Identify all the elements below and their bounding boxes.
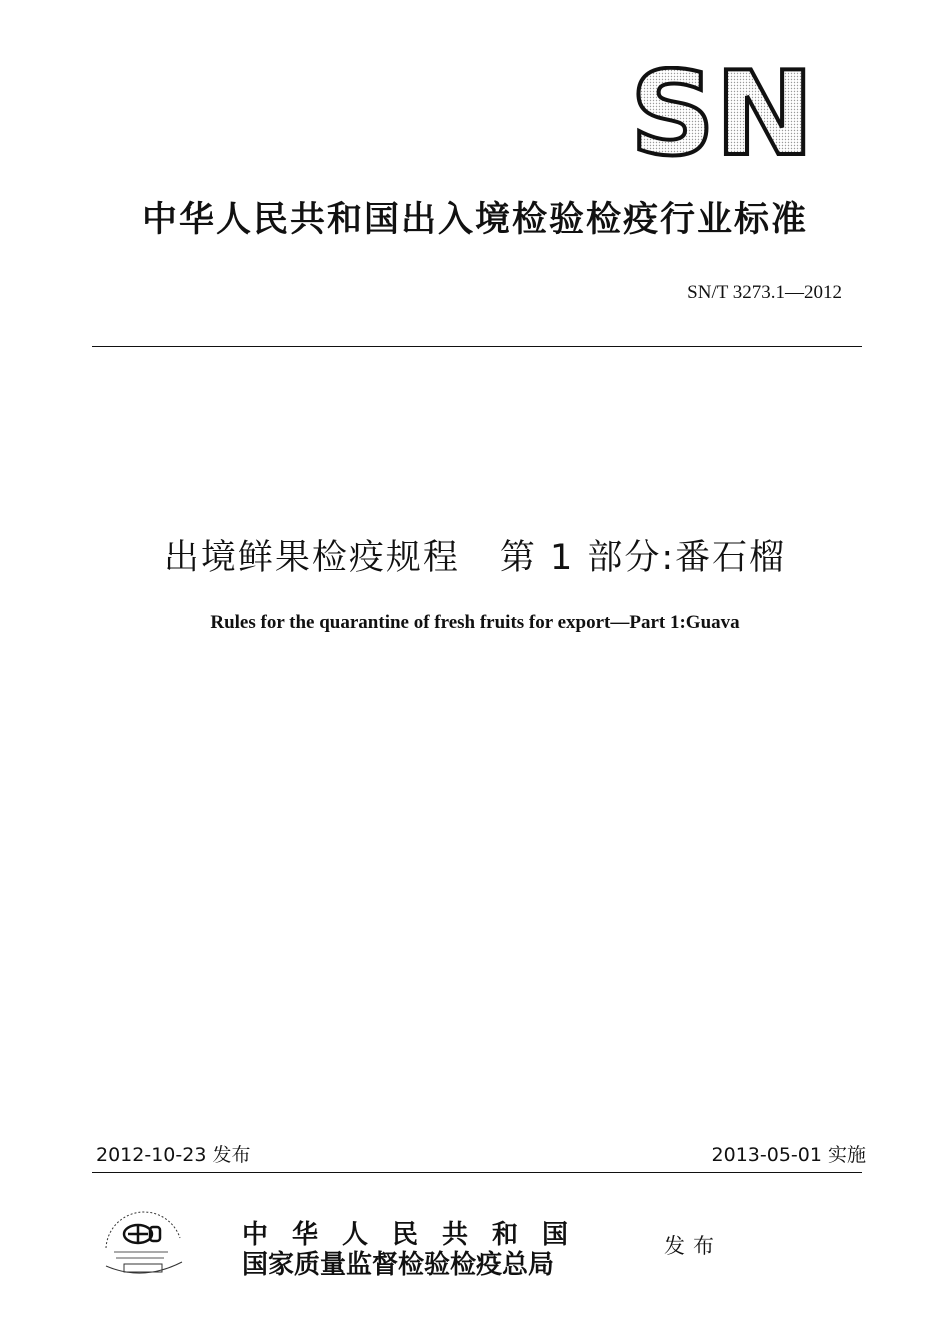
sn-logo bbox=[628, 66, 818, 164]
title-chinese-part: 第 1 部分:番石榴 bbox=[499, 538, 787, 578]
publish-label: 发布 bbox=[664, 1234, 722, 1258]
standard-code: SN/T 3273.1—2012 bbox=[687, 282, 842, 303]
divider-top bbox=[92, 346, 862, 347]
anti-counterfeit-seal-icon bbox=[98, 1204, 188, 1290]
publisher-line-2: 国家质量监督检验检疫总局 bbox=[242, 1250, 555, 1280]
publisher-line-1: 中华人民共和国 bbox=[242, 1220, 593, 1250]
title-english: Rules for the quarantine of fresh fruits for export—Part 1:Guava bbox=[210, 612, 740, 633]
sn-logo-text: SN bbox=[630, 66, 814, 160]
divider-bottom bbox=[92, 1172, 862, 1173]
issue-date: 2012-10-23 发布 bbox=[96, 1144, 251, 1166]
org-title: 中华人民共和国出入境检验检疫行业标准 bbox=[141, 200, 808, 240]
title-chinese bbox=[0, 530, 950, 580]
implementation-date: 2013-05-01 实施 bbox=[711, 1144, 866, 1166]
title-chinese-main: 出境鲜果检疫规程 bbox=[163, 538, 460, 578]
